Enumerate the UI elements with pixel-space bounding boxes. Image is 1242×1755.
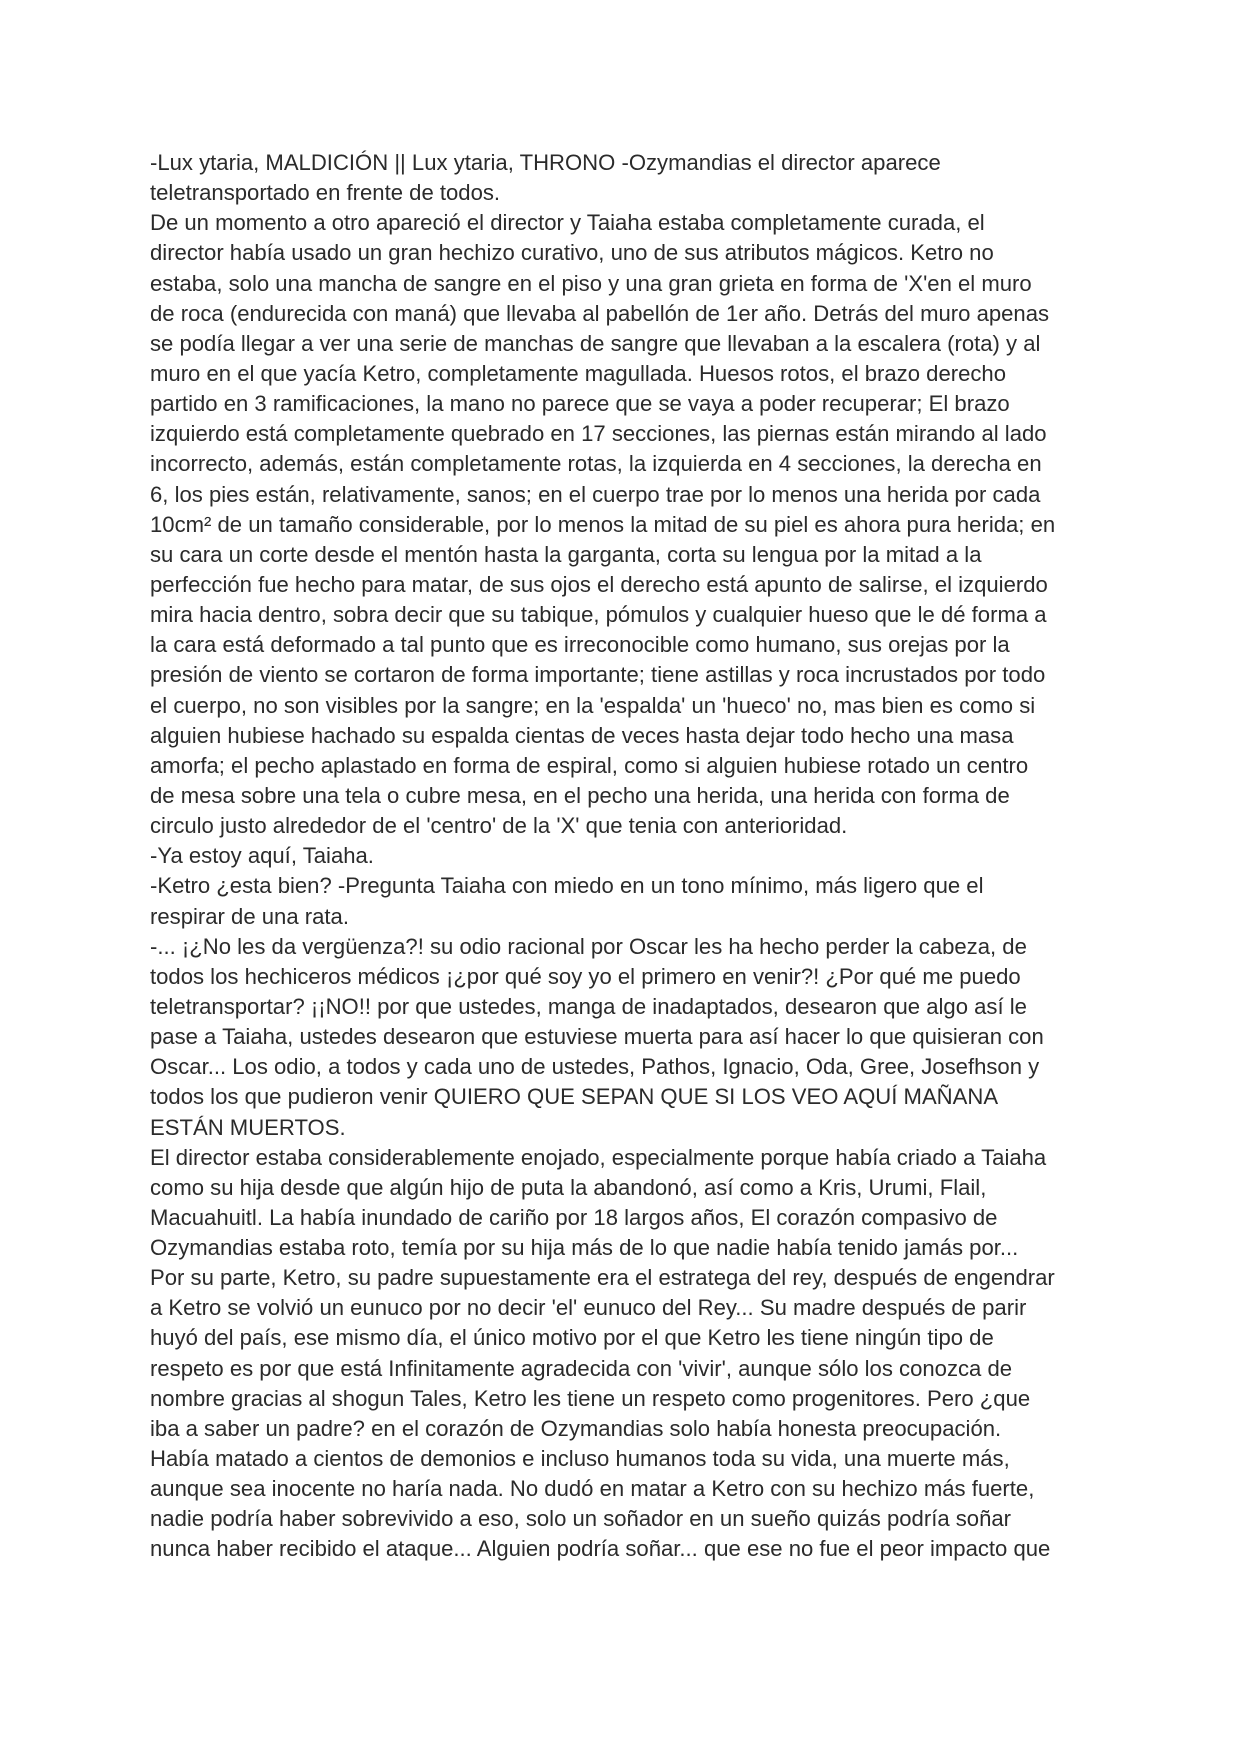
text-line: partido en 3 ramificaciones, la mano no parece que se vaya a poder recuperar; El brazo	[150, 391, 1010, 417]
text-line: ESTÁN MUERTOS.	[150, 1114, 346, 1140]
document-text	[150, 148, 1110, 1565]
text-line: alguien hubiese hachado su espalda cientas de veces hasta dejar todo hecho una masa	[150, 722, 1014, 748]
text-line: su cara un corte desde el mentón hasta la garganta, corta su lengua por la mitad a la	[150, 541, 982, 567]
text-line: De un momento a otro apareció el director y Taiaha estaba completamente curada, el	[150, 210, 985, 236]
text-line: director había usado un gran hechizo curativo, uno de sus atributos mágicos. Ketro no	[150, 240, 994, 266]
text-line: respeto es por que está Infinitamente agradecida con 'vivir', aunque sólo los conozca de	[150, 1355, 1013, 1381]
text-line: todos los que pudieron venir QUIERO QUE SEPAN QUE SI LOS VEO AQUÍ MAÑANA	[150, 1084, 999, 1110]
text-line: teletransportar? ¡¡NO!! por que ustedes, manga de inadaptados, desearon que algo así le	[150, 993, 1027, 1019]
text-line: aunque sea inocente no haría nada. No dudó en matar a Ketro con su hechizo más fuerte,	[150, 1476, 1035, 1502]
text-line: a Ketro se volvió un eunuco por no decir 'el' eunuco del Rey... Su madre después de parir	[150, 1295, 1027, 1321]
text-line: -Ketro ¿esta bien? -Pregunta Taiaha con miedo en un tono mínimo, más ligero que el	[150, 873, 984, 899]
text-line: circulo justo alrededor de el 'centro' de la 'X' que tenia con anterioridad.	[150, 813, 848, 839]
text-line: Ozymandias estaba roto, temía por su hija más de lo que nadie había tenido jamás por...	[150, 1235, 1019, 1261]
text-line: 6, los pies están, relativamente, sanos; en el cuerpo trae por lo menos una herida por cada	[150, 481, 1041, 507]
text-line: huyó del país, ese mismo día, el único motivo por el que Ketro les tiene ningún tipo de	[150, 1325, 994, 1351]
text-line: se podía llegar a ver una serie de manchas de sangre que llevaban a la escalera (rota) y al	[150, 330, 1041, 356]
text-line: todos los hechiceros médicos ¡¿por qué soy yo el primero en venir?! ¿Por qué me puedo	[150, 963, 1021, 989]
text-line: como su hija desde que algún hijo de puta la abandonó, así como a Kris, Urumi, Flail,	[150, 1174, 987, 1200]
text-line: -... ¡¿No les da vergüenza?! su odio racional por Oscar les ha hecho perder la cabeza, de	[150, 933, 1027, 959]
text-line: el cuerpo, no son visibles por la sangre; en la 'espalda' un 'hueco' no, mas bien es como si	[150, 692, 1036, 718]
text-line: perfección fue hecho para matar, de sus ojos el derecho está apunto de salirse, el izquierdo	[150, 571, 1048, 597]
text-line: iba a saber un padre? en el corazón de Ozymandias solo había honesta preocupación.	[150, 1415, 1002, 1441]
text-line: pase a Taiaha, ustedes desearon que estuviese muerta para así hacer lo que quisieran con	[150, 1024, 1044, 1050]
text-line: de roca (endurecida con maná) que llevaba al pabellón de 1er año. Detrás del muro apenas	[150, 300, 1050, 326]
text-line: -Lux ytaria, MALDICIÓN || Lux ytaria, THRONO -Ozymandias el director aparece	[150, 150, 941, 175]
text-line: nadie podría haber sobrevivido a eso, solo un soñador en un sueño quizás podría soñar	[150, 1506, 1012, 1532]
text-line: incorrecto, además, están completamente rotas, la izquierda en 4 secciones, la derecha en	[150, 451, 1042, 477]
text-line: Macuahuitl. La había inundado de cariño por 18 largos años, El corazón compasivo de	[150, 1204, 998, 1230]
text-line: nunca haber recibido el ataque... Alguien podría soñar... que ese no fue el peor impacto que	[150, 1536, 1051, 1562]
text-line: muro en el que yacía Ketro, completamente magullada. Huesos rotos, el brazo derecho	[150, 360, 1006, 386]
text-line: El director estaba considerablemente enojado, especialmente porque había criado a Taiaha	[150, 1144, 1047, 1170]
text-line: Por su parte, Ketro, su padre supuestamente era el estratega del rey, después de engendrar	[150, 1265, 1055, 1291]
text-line: teletransportado en frente de todos.	[150, 180, 501, 206]
text-line: mira hacia dentro, sobra decir que su tabique, pómulos y cualquier hueso que le dé forma a	[150, 602, 1047, 628]
text-line: Había matado a cientos de demonios e incluso humanos toda su vida, una muerte más,	[150, 1446, 1010, 1472]
text-line: Oscar... Los odio, a todos y cada uno de ustedes, Pathos, Ignacio, Oda, Gree, Josefhson y	[150, 1054, 1040, 1080]
text-line: de mesa sobre una tela o cubre mesa, en el pecho una herida, una herida con forma de	[150, 782, 1010, 808]
text-line: -Ya estoy aquí, Taiaha.	[150, 843, 374, 869]
text-line: 10cm² de un tamaño considerable, por lo menos la mitad de su piel es ahora pura herida; en	[150, 511, 1056, 537]
text-line: respirar de una rata.	[150, 903, 349, 929]
text-line: amorfa; el pecho aplastado en forma de espiral, como si alguien hubiese rotado un centro	[150, 752, 1029, 778]
text-line: izquierdo está completamente quebrado en 17 secciones, las piernas están mirando al lado	[150, 421, 1047, 447]
text-line: la cara está deformado a tal punto que es irreconocible como humano, sus orejas por la	[150, 632, 1010, 658]
text-line: nombre gracias al shogun Tales, Ketro les tiene un respeto como progenitores. Pero ¿que	[150, 1385, 1031, 1411]
text-line: presión de viento se cortaron de forma importante; tiene astillas y roca incrustados por todo	[150, 662, 1046, 688]
text-line: estaba, solo una mancha de sangre en el piso y una gran grieta en forma de 'X'en el muro	[150, 270, 1032, 296]
